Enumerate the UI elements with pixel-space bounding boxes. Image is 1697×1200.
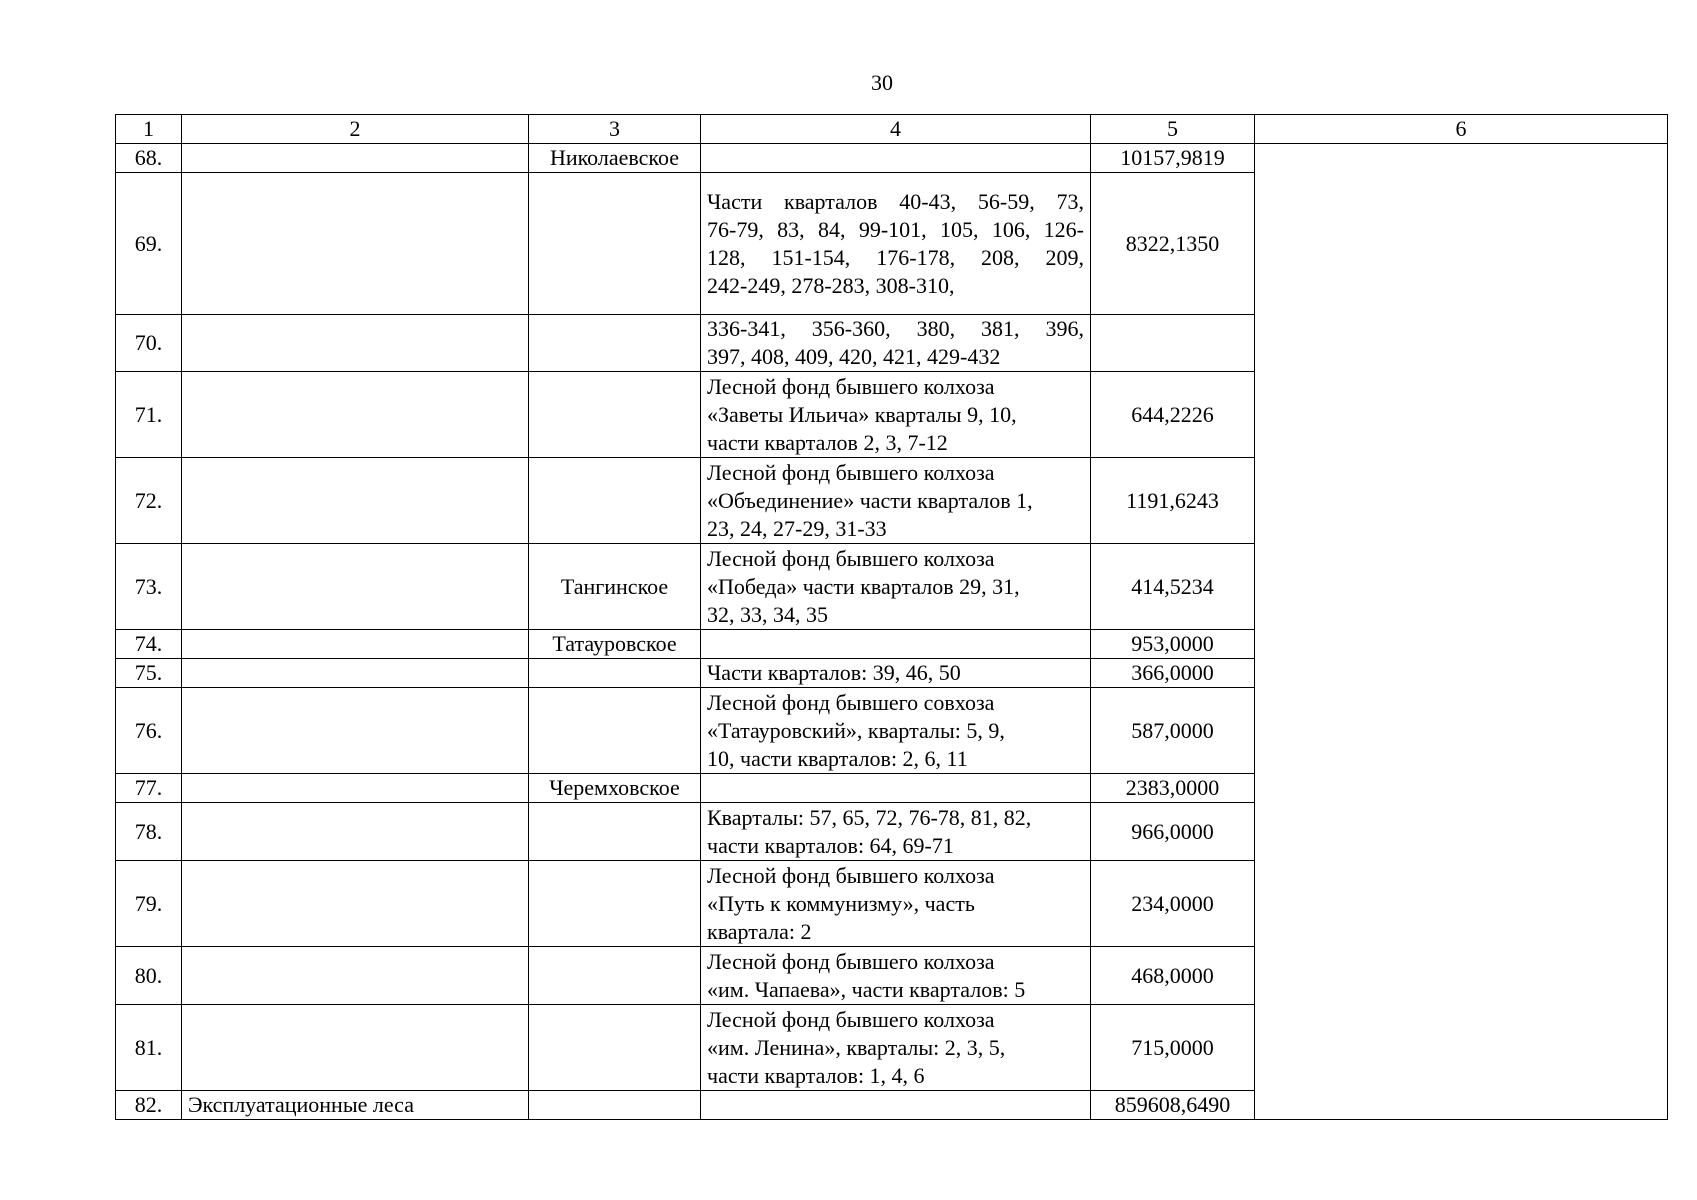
header-cell-1: 1 (116, 115, 182, 144)
area-cell: 587,0000 (1091, 688, 1255, 774)
row-number-cell: 69. (116, 173, 182, 315)
forest-category-cell: Эксплуатационные леса (182, 1091, 529, 1120)
row-number-cell: 82. (116, 1091, 182, 1120)
forest-category-cell (182, 544, 529, 630)
forest-category-cell (182, 947, 529, 1005)
district-cell (529, 1091, 701, 1120)
forest-category-cell (182, 458, 529, 544)
page-number: 30 (871, 70, 893, 95)
area-cell: 644,2226 (1091, 372, 1255, 458)
district-cell: Черемховское (529, 774, 701, 803)
district-cell (529, 315, 701, 372)
row-number-cell: 76. (116, 688, 182, 774)
forest-category-cell (182, 861, 529, 947)
area-cell: 10157,9819 (1091, 144, 1255, 173)
quarters-cell (701, 458, 1091, 544)
quarters-line: Части кварталов: 39, 46, 50 (707, 660, 961, 685)
quarters-line: 76-79, 83, 84, 99-101, 105, 106, 126- (707, 216, 1084, 242)
forest-category-cell (182, 688, 529, 774)
area-cell: 8322,1350 (1091, 173, 1255, 315)
area-cell: 966,0000 (1091, 803, 1255, 861)
quarters-line: части кварталов 2, 3, 7-12 (707, 429, 948, 455)
quarters-cell (701, 803, 1091, 861)
quarters-line: «им. Чапаева», части кварталов: 5 (707, 976, 1026, 1002)
forest-category-cell (182, 372, 529, 458)
forest-table (115, 114, 1668, 1120)
district-cell (529, 372, 701, 458)
row-number-cell: 70. (116, 315, 182, 372)
quarters-line: «Путь к коммунизму», часть (707, 890, 975, 916)
area-cell: 2383,0000 (1091, 774, 1255, 803)
quarters-cell (701, 544, 1091, 630)
row-number-cell: 71. (116, 372, 182, 458)
district-cell (529, 947, 701, 1005)
district-cell: Татауровское (529, 630, 701, 659)
quarters-line: «Объединение» части кварталов 1, (707, 487, 1033, 513)
quarters-line: 242-249, 278-283, 308-310, (707, 272, 955, 298)
row-number-cell: 68. (116, 144, 182, 173)
forest-category-cell (182, 1005, 529, 1091)
row-number-cell: 79. (116, 861, 182, 947)
header-cell-5: 5 (1091, 115, 1255, 144)
quarters-line: Лесной фонд бывшего колхоза (707, 862, 995, 888)
quarters-line: 336-341, 356-360, 380, 381, 396, (707, 316, 1084, 341)
area-cell: 1191,6243 (1091, 458, 1255, 544)
notes-merged-cell (1255, 144, 1668, 1120)
quarters-line: Кварталы: 57, 65, 72, 76-78, 81, 82, (707, 804, 1032, 830)
forest-category-cell (182, 803, 529, 861)
header-cell-2: 2 (182, 115, 529, 144)
quarters-line: Лесной фонд бывшего колхоза (707, 373, 995, 399)
district-cell: Николаевское (529, 144, 701, 173)
quarters-cell (701, 774, 1091, 803)
row-number-cell: 75. (116, 659, 182, 688)
quarters-line: Лесной фонд бывшего колхоза (707, 459, 995, 485)
quarters-line: части кварталов: 64, 69-71 (707, 832, 954, 858)
forest-category-cell (182, 315, 529, 372)
forest-category-cell (182, 144, 529, 173)
quarters-line: 397, 408, 409, 420, 421, 429-432 (707, 344, 1001, 369)
header-cell-4: 4 (701, 115, 1091, 144)
district-cell: Тангинское (529, 544, 701, 630)
area-cell: 953,0000 (1091, 630, 1255, 659)
header-row (116, 115, 1668, 144)
row-number-cell: 74. (116, 630, 182, 659)
forest-category-cell (182, 630, 529, 659)
district-cell (529, 803, 701, 861)
district-cell (529, 861, 701, 947)
forest-category-cell (182, 173, 529, 315)
quarters-line: части кварталов: 1, 4, 6 (707, 1062, 925, 1088)
district-cell (529, 688, 701, 774)
quarters-line: 10, части кварталов: 2, 6, 11 (707, 745, 968, 771)
quarters-line: Лесной фонд бывшего совхоза (707, 689, 995, 715)
row-number-cell: 77. (116, 774, 182, 803)
row-number-cell: 80. (116, 947, 182, 1005)
quarters-cell (701, 1091, 1091, 1120)
area-cell: 468,0000 (1091, 947, 1255, 1005)
quarters-cell (701, 861, 1091, 947)
quarters-line: квартала: 2 (707, 918, 812, 944)
row-number-cell: 78. (116, 803, 182, 861)
quarters-cell (701, 1005, 1091, 1091)
forest-category-cell (182, 774, 529, 803)
quarters-line: 32, 33, 34, 35 (707, 601, 828, 627)
quarters-line: Части кварталов 40-43, 56-59, 73, (707, 188, 1084, 214)
area-cell: 414,5234 (1091, 544, 1255, 630)
district-cell (529, 659, 701, 688)
header-cell-6: 6 (1255, 115, 1668, 144)
quarters-line: «Заветы Ильича» кварталы 9, 10, (707, 401, 1017, 427)
quarters-cell (701, 688, 1091, 774)
row-number-cell: 72. (116, 458, 182, 544)
quarters-line: Лесной фонд бывшего колхоза (707, 1006, 995, 1032)
district-cell (529, 1005, 701, 1091)
quarters-cell (701, 173, 1091, 315)
quarters-cell (701, 144, 1091, 173)
row-number-cell: 73. (116, 544, 182, 630)
forest-category-cell (182, 659, 529, 688)
area-cell: 859608,6490 (1091, 1091, 1255, 1120)
row-number-cell: 81. (116, 1005, 182, 1091)
area-cell: 366,0000 (1091, 659, 1255, 688)
quarters-cell (701, 372, 1091, 458)
area-cell: 715,0000 (1091, 1005, 1255, 1091)
quarters-cell (701, 315, 1091, 372)
quarters-cell (701, 630, 1091, 659)
quarters-line: 128, 151-154, 176-178, 208, 209, (707, 244, 1084, 270)
quarters-line: «им. Ленина», кварталы: 2, 3, 5, (707, 1034, 1006, 1060)
quarters-cell (701, 947, 1091, 1005)
quarters-cell (701, 659, 1091, 688)
quarters-line: Лесной фонд бывшего колхоза (707, 545, 995, 571)
quarters-line: «Победа» части кварталов 29, 31, (707, 573, 1020, 599)
quarters-line: «Татауровский», кварталы: 5, 9, (707, 717, 1005, 743)
header-cell-3: 3 (529, 115, 701, 144)
quarters-line: 23, 24, 27-29, 31-33 (707, 515, 887, 541)
quarters-line: Лесной фонд бывшего колхоза (707, 948, 995, 974)
area-cell (1091, 315, 1255, 372)
district-cell (529, 173, 701, 315)
area-cell: 234,0000 (1091, 861, 1255, 947)
district-cell (529, 458, 701, 544)
table-row (116, 144, 1668, 173)
